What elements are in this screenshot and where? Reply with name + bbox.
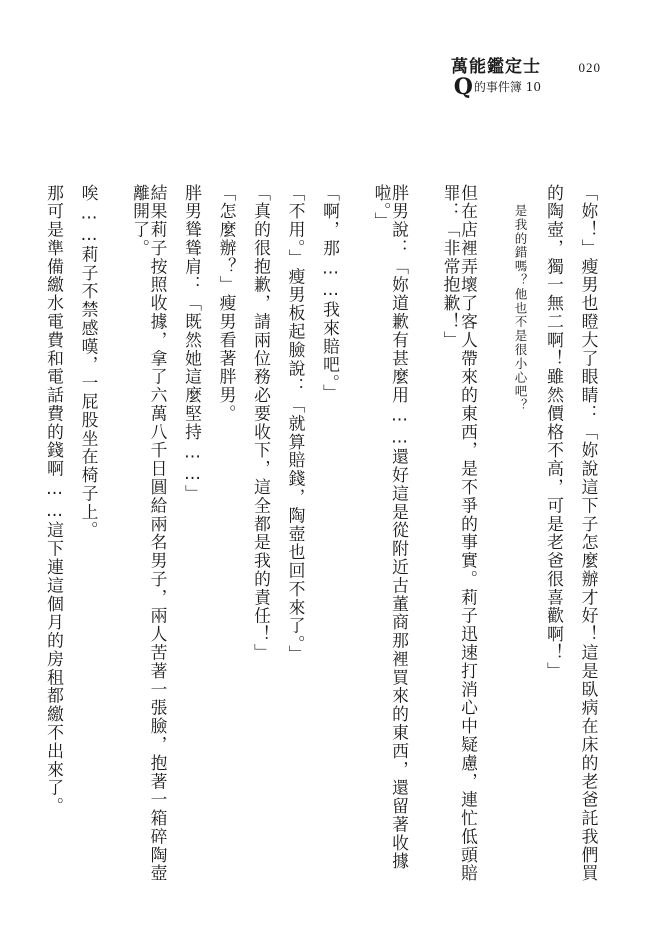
text-column-5: 罪：「非常抱歉！」 [441, 184, 461, 350]
vertical-text-body [44, 184, 605, 884]
subtitle-text: 的事件簿 10 [473, 80, 541, 94]
running-header [441, 52, 601, 108]
book-subtitle [454, 74, 541, 100]
text-column-3-thought: 是我的錯嗎？他也不是很小心吧？ [513, 204, 528, 413]
text-column-8: 「啊，那……我來賠吧。」 [320, 184, 341, 403]
subtitle-q-letter: Q [453, 74, 473, 100]
text-column-13: 結果莉子按照收據，拿了六萬八千日圓給兩名男子，兩人苦著一張臉，抱著一箱碎陶壺 [148, 184, 168, 883]
text-column-7: 啦。」 [372, 184, 392, 231]
text-column-11: 「怎麼辦？」瘦男看著胖男。 [217, 184, 237, 424]
text-column-16: 那可是準備繳水電費和電話費的錢啊……這下連這個月的房租都繳不出來了。 [44, 184, 65, 816]
text-column-14: 離開了。 [130, 184, 151, 258]
text-column-6: 胖男說：「妳道歉有甚麼用……還好這是從附近古董商那裡買來的東西，還留著收據 [389, 184, 410, 871]
text-column-1: 「妳！」瘦男也瞪大了眼睛：「妳說這下子怎麼辦才好！這是臥病在床的老爸託我們買 [579, 184, 599, 883]
text-column-15: 唉……莉子不禁感嘆，一屁股坐在椅子上。 [79, 184, 99, 540]
series-title: 萬能鑑定士 [451, 57, 541, 77]
text-column-2: 的陶壺，獨一無二啊！雖然價格不高，可是老爸很喜歡啊！」 [544, 184, 565, 681]
text-column-4: 但在店裡弄壞了客人帶來的東西，是不爭的事實。莉子迅速打消心中疑慮，連忙低頭賠 [458, 184, 479, 883]
text-column-10: 「真的很抱歉，請兩位務必要收下，這全都是我的責任！」 [251, 184, 272, 663]
page-number: 020 [578, 60, 601, 75]
text-column-12: 胖男聳聳肩：「既然她這麼堅持……」 [182, 184, 203, 504]
text-column-9: 「不用。」瘦男板起臉說：「就算賠錢，陶壺也回不來了。」 [286, 184, 306, 664]
